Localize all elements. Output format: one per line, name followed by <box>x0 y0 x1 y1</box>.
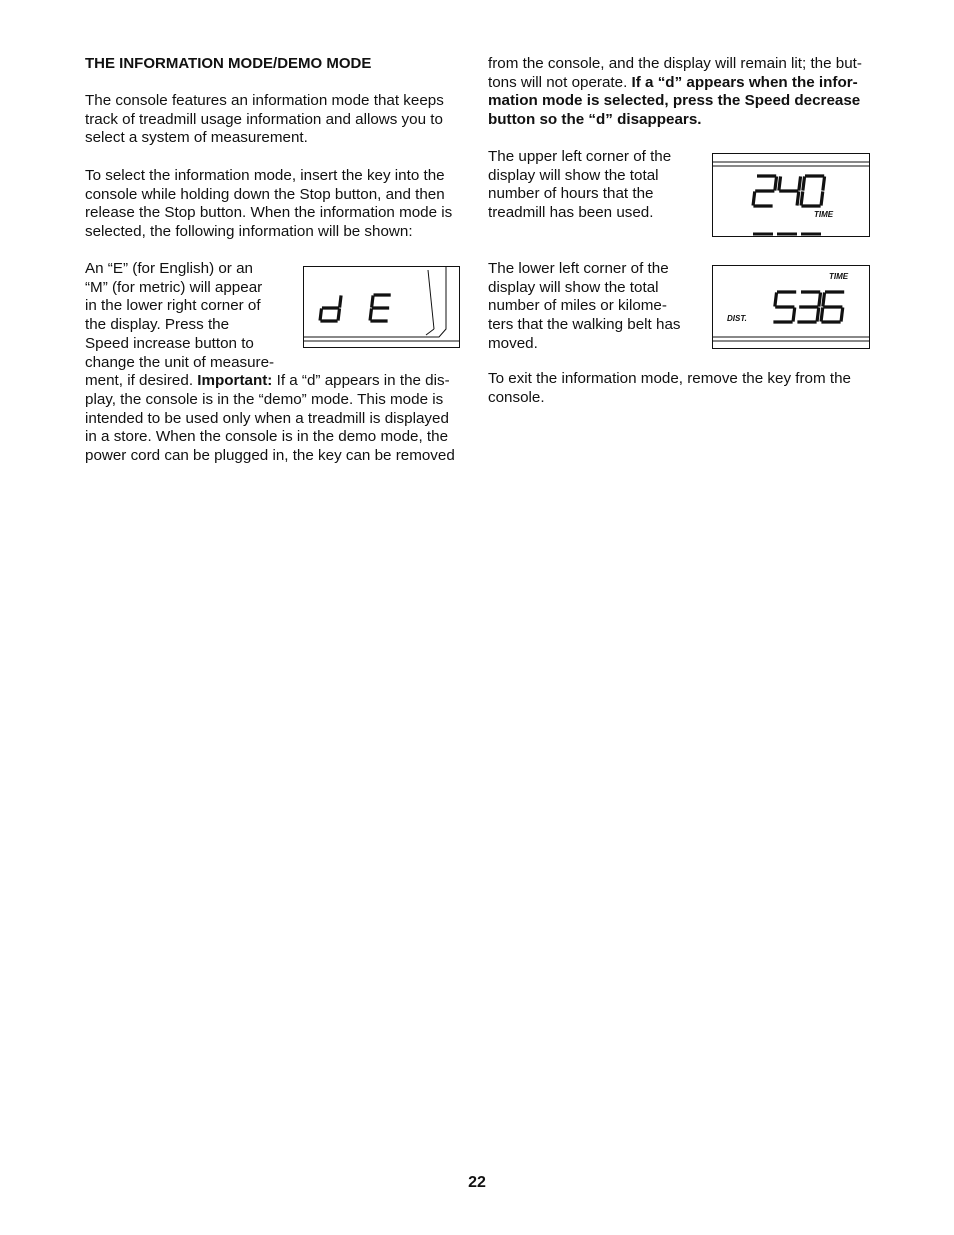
lcd-segment-d-e <box>320 310 321 319</box>
important-label: Important: <box>197 372 273 390</box>
lcd-segment-4-c <box>797 193 798 204</box>
unit-paragraph: An “E” (for English) or an “M” (for metric) will appear in the lower right corner of the display. Press the Speed increase button to change the unit of measure- ment, if desired. Important: If a “d” appears in the dis- play, the console is in the “demo” mode. This mode is intended to be used only when a treadmill is displayed in a store. When the console is in the demo mode, the power cord can be plugged in, the key can be removed <box>85 260 455 465</box>
lcd-segment-4-f <box>779 178 780 189</box>
distance-digits <box>775 292 843 322</box>
lcd-segment-6-e <box>821 309 822 320</box>
lcd-segment-E-e <box>370 310 371 319</box>
lcd-segment-0-e <box>801 193 802 204</box>
lcd-segment-5-c <box>793 309 794 320</box>
hours-display-graphic <box>713 154 870 237</box>
lcd-segment-d-c <box>338 310 339 319</box>
demo-chars <box>320 295 389 321</box>
hours-paragraph: The upper left corner of the display will show the total number of hours that the treadmill has been used. <box>488 148 672 222</box>
distance-time-label: TIME <box>829 272 849 281</box>
hours-display <box>712 153 870 237</box>
lcd-segment-0-c <box>821 193 822 204</box>
page-number: 22 <box>468 1174 486 1191</box>
distance-dist-label: DIST. <box>727 314 747 323</box>
lcd-segment-3-c <box>817 309 818 320</box>
demo-mode-display <box>303 266 460 348</box>
lcd-segment-0-b <box>823 178 824 189</box>
lcd-segment-2-e <box>753 193 754 204</box>
exit-paragraph: To exit the information mode, remove the key from the console. <box>488 370 851 406</box>
lcd-segment-E-f <box>372 297 373 306</box>
lcd-segment-0-f <box>803 178 804 189</box>
hours-digits <box>753 176 824 206</box>
demo-display-graphic <box>304 267 460 348</box>
lcd-segment-4-b <box>799 178 800 189</box>
lcd-segment-3-b <box>819 294 820 305</box>
demo-continued-paragraph: from the console, and the display will remain lit; the but- tons will not operate. If a “d” appears when the infor- mation mode is selected, press the Speed decrease button so the “d” disappears. <box>488 55 862 129</box>
lcd-segment-6-c <box>841 309 842 320</box>
distance-display <box>712 265 870 349</box>
select-mode-paragraph: To select the information mode, insert the key into the console while holding down the Stop button, and then release the Stop button. When the information mode is selected, the following information will be shown: <box>85 167 453 241</box>
intro-paragraph: The console features an information mode that keeps track of treadmill usage information and allows you to select a system of measurement. <box>85 92 444 147</box>
lcd-segment-d-b <box>340 297 341 306</box>
lcd-segment-5-f <box>775 294 776 305</box>
hours-time-label: TIME <box>814 210 834 219</box>
lcd-segment-6-f <box>823 294 824 305</box>
lcd-segment-2-b <box>775 178 776 189</box>
section-heading: THE INFORMATION MODE/DEMO MODE <box>85 55 372 72</box>
distance-paragraph: The lower left corner of the display will show the total number of miles or kilome- ters that the walking belt has moved. <box>488 260 681 352</box>
